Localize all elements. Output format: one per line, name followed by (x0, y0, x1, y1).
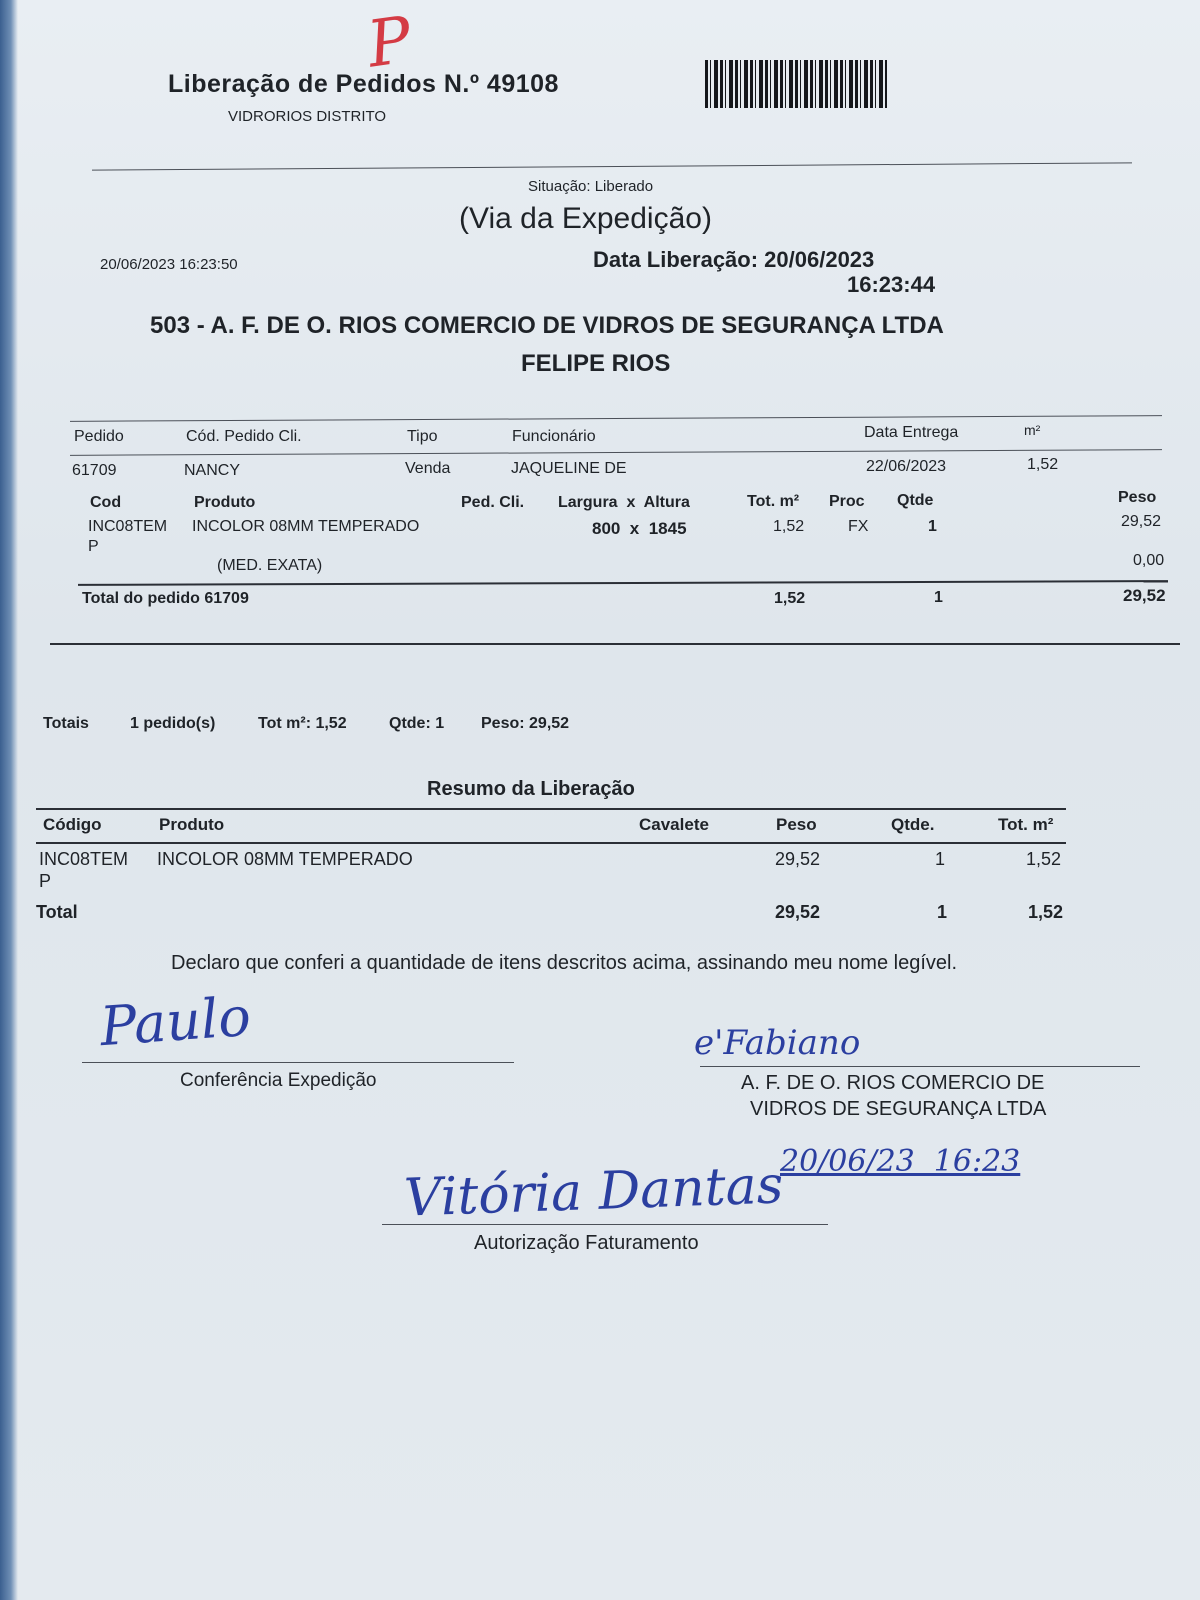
print-datetime: 20/06/2023 16:23:50 (100, 256, 238, 273)
status-text: Situação: Liberado (528, 178, 654, 195)
signature-line-autorizacao (382, 1224, 828, 1225)
col-m2: m² (1024, 422, 1041, 438)
totals-label: Totais (43, 715, 89, 732)
col-cod-pedido-cli: Cód. Pedido Cli. (186, 428, 302, 445)
item-cod: INC08TEM (88, 518, 168, 535)
col-funcionario: Funcionário (512, 428, 596, 445)
totals-tot-m2: Tot m²: 1,52 (258, 715, 347, 732)
item-cod-cont: P (88, 538, 99, 555)
order-total-peso: 29,52 (1123, 586, 1166, 605)
order-m2: 1,52 (1027, 456, 1059, 473)
summary-total-qtde: 1 (937, 902, 948, 922)
order-header-line (70, 449, 1162, 456)
handwritten-mark: P (363, 3, 417, 83)
item-col-tot-m2: Tot. m² (747, 493, 800, 510)
item-note: (MED. EXATA) (217, 557, 323, 574)
signature-conferencia: Paulo (97, 984, 253, 1059)
release-time: 16:23:44 (847, 272, 936, 297)
summary-top-line (36, 808, 1066, 810)
summary-row-cod: INC08TEM (39, 849, 129, 869)
summary-header-line (36, 842, 1066, 844)
totals-peso: Peso: 29,52 (481, 715, 570, 732)
summary-total-label: Total (36, 902, 78, 922)
order-data-entrega: 22/06/2023 (866, 458, 947, 475)
section-divider (50, 643, 1180, 645)
item-col-largura-altura: Largura x Altura (558, 494, 690, 511)
summary-col-produto: Produto (159, 815, 225, 834)
order-funcionario: JAQUELINE DE (511, 460, 627, 477)
item-peso: 29,52 (1121, 513, 1162, 530)
summary-col-peso: Peso (776, 815, 817, 834)
conferencia-label: Conferência Expedição (180, 1070, 377, 1091)
summary-row-tot-m2: 1,52 (1026, 849, 1062, 869)
summary-col-cavalete: Cavalete (639, 815, 709, 834)
item-col-produto: Produto (194, 494, 256, 511)
item-col-qtde: Qtde (897, 492, 934, 509)
client-sign-line2: VIDROS DE SEGURANÇA LTDA (750, 1098, 1047, 1120)
signature-line-client (700, 1066, 1140, 1067)
totals-qtde: Qtde: 1 (389, 715, 445, 732)
col-data-entrega: Data Entrega (864, 424, 959, 441)
item-dimensions: 800 x 1845 (592, 519, 687, 538)
order-total-label: Total do pedido 61709 (82, 590, 249, 607)
summary-total-tot-m2: 1,52 (1028, 902, 1064, 922)
totals-pedidos: 1 pedido(s) (130, 715, 216, 732)
header-divider (92, 162, 1132, 170)
order-total-line (78, 580, 1168, 586)
item-note-peso: 0,00 (1133, 552, 1165, 569)
declaration-text: Declaro que conferi a quantidade de itens descritos acima, assinando meu nome legível. (171, 952, 958, 974)
copy-label: (Via da Expedição) (459, 202, 712, 235)
item-produto: INCOLOR 08MM TEMPERADO (192, 518, 420, 535)
summary-row-produto: INCOLOR 08MM TEMPERADO (157, 849, 413, 869)
col-tipo: Tipo (407, 428, 438, 445)
col-pedido: Pedido (74, 428, 124, 445)
signature-autorizacao: Vitória Dantas (403, 1155, 785, 1229)
release-date: Data Liberação: 20/06/2023 (593, 247, 875, 272)
document-title: Liberação de Pedidos N.º 49108 (168, 70, 559, 98)
barcode-icon (705, 60, 887, 108)
document-subtitle: VIDRORIOS DISTRITO (228, 108, 387, 125)
order-total-qtde: 1 (934, 589, 943, 606)
item-col-peso: Peso (1118, 489, 1157, 506)
order-top-line (70, 415, 1162, 422)
summary-row-cod-cont: P (39, 871, 52, 891)
item-col-proc: Proc (829, 493, 865, 510)
page-edge (0, 0, 18, 1600)
handwritten-date: 20/06/23 16:23 (780, 1144, 1021, 1179)
item-col-ped-cli: Ped. Cli. (461, 494, 525, 511)
autorizacao-label: Autorização Faturamento (474, 1232, 699, 1254)
signature-client: e'Fabiano (694, 1023, 861, 1063)
summary-col-qtde: Qtde. (891, 815, 935, 834)
order-total-m2: 1,52 (774, 590, 806, 607)
order-tipo: Venda (405, 460, 451, 477)
summary-title: Resumo da Liberação (427, 778, 635, 800)
summary-col-tot-m2: Tot. m² (998, 815, 1054, 834)
summary-row-peso: 29,52 (775, 849, 821, 869)
summary-col-codigo: Código (43, 815, 102, 834)
client-contact: FELIPE RIOS (521, 350, 671, 377)
order-pedido: 61709 (72, 462, 117, 479)
item-proc: FX (848, 518, 869, 535)
signature-line-conferencia (82, 1062, 514, 1063)
summary-total-peso: 29,52 (775, 902, 821, 922)
order-cod-cli: NANCY (184, 462, 241, 479)
item-col-cod: Cod (90, 494, 122, 511)
item-qtde: 1 (928, 518, 937, 535)
item-tot-m2: 1,52 (773, 518, 805, 535)
client-sign-line1: A. F. DE O. RIOS COMERCIO DE (741, 1072, 1045, 1094)
client-name: 503 - A. F. DE O. RIOS COMERCIO DE VIDROS DE SEGURANÇA LTDA (150, 312, 944, 339)
summary-row-qtde: 1 (935, 849, 946, 869)
